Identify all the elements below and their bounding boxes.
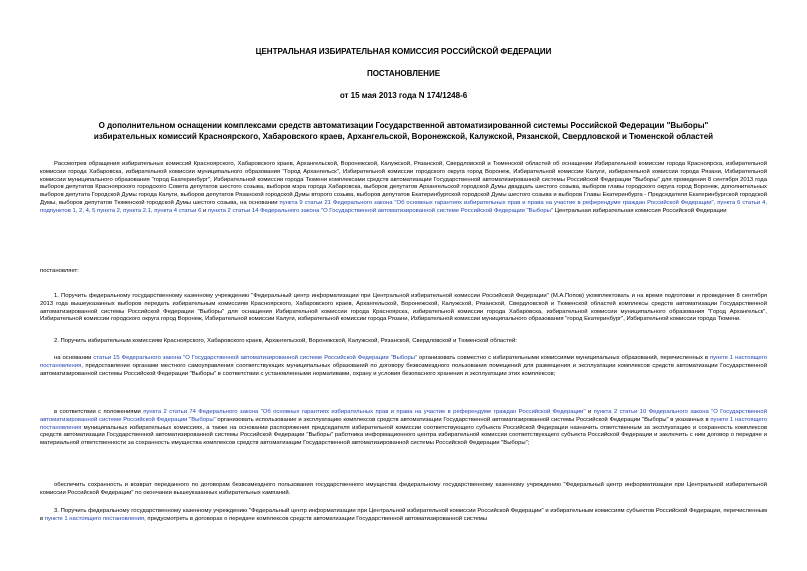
clause-2-paragraph: 2. Поручить избирательным комиссиям Красноярского, Хабаровского краев, Архангельской, Воронежской, Калужской, Рязанской, Свердловской и Тюменской областей: (54, 338, 517, 344)
clause-2-subitem-3: обеспечить сохранность и возврат переданного по договорам безвозмездного пользования государственного имущества федеральному государственному казенному учреждению "Федеральный центр информатизации при Центральной избирательной комиссии Российской Федерации" по окончании вышеуказанных избирательных кампаний. (40, 482, 767, 496)
law-reference-link-5[interactable]: пункта 2 статьи 10 Федерального закона "О Государственной автоматизированной системе Российской Федерации "Выборы" (40, 409, 767, 423)
clause-2-subitem-2 (40, 409, 767, 448)
document-type: ПОСТАНОВЛЕНИЕ (366, 69, 441, 78)
clause-1-reference-link-3[interactable]: пункте 1 настоящего постановления (44, 515, 145, 522)
preamble-text-1: Рассмотрев обращения избирательных комиссий Красноярского, Хабаровского краев, Архангельской, Воронежской, Калужской, Рязанской, Свердловской и Тюменской областей об оснащении Избирательной комиссии города Красноярска, избирательной комиссии города Хабаровска, избирательной комиссии муниципального образования "Город Архангельск", Избирательной комиссии городского округа город Воронеж, Избирательной комиссии Калуги, избирательной комиссии города Рязани, Избирательной комиссии муниципального образования "город Екатеринбург", Избирательной комиссии города Тюмени комплексами средств автоматизации Государственной автоматизированной системы Российской Федерации "Выборы" для проведения 8 сентября 2013 года выборов депутатов Красноярского городского Совета депутатов шестого созыва, выборов мэра города Хабаровска, выборов депутатов Архангельской городской Думы двадцать шестого созыва, выборов главы городского округа город Воронеж, дополнительных выборов депутата Городской Думы города Калуги, выборов депутатов Рязанской городской Думы второго созыва, выборов депутатов Екатеринбургской городской Думы шестого созыва и выборов Главы Екатеринбурга - Председателя Екатеринбургской городской Думы, выборов депутатов Тюменской городской Думы шестого созыва, на основании (40, 161, 767, 206)
clause-3-text-1: 3. Поручить федеральному государственному казенному учреждению "Федеральный центр информатизации при Центральной избирательной комиссии Российской Федерации" и избирательным комиссиям субъектов Российской Федерации, перечисленным в (40, 508, 767, 522)
law-reference-link-4[interactable]: пункта 2 статьи 74 Федерального закона "Об основных гарантиях избирательных прав и права на участие в референдуме граждан Российской Федерации" (143, 409, 586, 415)
document-title-line-2: избирательных комиссий Красноярского, Хабаровского краев, Архангельской, Воронежской, Калужской, Рязанской, Свердловской и Тюменской областей (93, 131, 714, 141)
clause-1-paragraph: 1. Поручить федеральному государственному казенному учреждению "Федеральный центр информатизации при Центральной избирательной комиссии Российской Федерации" (М.А.Попов) укомплектовать и на время подготовки и проведения 8 сентября 2013 года вышеуказанных выборов передать избирательным комиссиям Красноярского, Хабаровского краев, Архангельской, Воронежской, Калужской, Рязанской, Свердловской и Тюменской областей комплексы средств автоматизации Государственной автоматизированной системы Российской Федерации "Выборы" для оснащения Избирательной комиссии города Красноярска, избирательной комиссии города Хабаровска, избирательной комиссии муниципального образования "Город Архангельск", Избирательной комиссии городского округа город Воронеж, Избирательной комиссии Калуги, избирательной комиссии города Рязани, Избирательной комиссии муниципального образования "город Екатеринбург", Избирательной комиссии города Тюмени. (40, 293, 767, 323)
preamble-text-2: и (201, 207, 208, 214)
preamble-text-3: Центральная избирательная комиссия Российской Федерации (552, 207, 727, 214)
clause-2-subitem-1 (40, 355, 767, 378)
subitem-2-text-1: в соответствии с положениями (54, 409, 144, 415)
law-reference-link-1[interactable]: пункта 9 статьи 21 Федерального закона "Об основных гарантиях избирательных прав и права на участие в референдуме граждан Российской Федерации", пункта 6 статьи 4, подпунктов 1, 2, 4, 5 пункта 2, пункта 2.1, пункта 4 статьи 6 (40, 199, 767, 214)
subitem-1-text-3: , предоставление органами местного самоуправления соответствующих муниципальных образований по договору безвозмездного пользования помещений для размещения и эксплуатации комплексов средств автоматизации Государственной автоматизированной системы Российской Федерации "Выборы" в соответствии с установленными нормативами, охрану и условия безопасного хранения и эксплуатации этих комплексов; (40, 362, 767, 377)
document-date-number: от 15 мая 2013 года N 174/1248-6 (339, 91, 468, 100)
subitem-2-text-3: организовать использование и эксплуатацию комплексов средств автоматизации Государственной автоматизированной системы Российской Федерации "Выборы" в указанных в (215, 416, 711, 423)
preamble-paragraph (40, 161, 767, 216)
clause-3-text-2: , предусмотреть в договорах о передаче комплексов средств автоматизации Государственной автоматизированной системы (144, 515, 488, 522)
subitem-1-text-2: организовать совместно с избирательными комиссиями муниципальных образований, перечисленных в (417, 355, 710, 361)
organization-name: ЦЕНТРАЛЬНАЯ ИЗБИРАТЕЛЬНАЯ КОМИССИЯ РОССИЙСКОЙ ФЕДЕРАЦИИ (255, 47, 552, 56)
law-reference-link-3[interactable]: статьи 15 Федерального закона "О Государственной автоматизированной системе Российской Федерации "Выборы" (93, 355, 418, 361)
law-reference-link-2[interactable]: пункта 2 статьи 14 Федерального закона "О Государственной автоматизированной системе Российской Федерации "Выборы" (207, 207, 553, 214)
resolves-label: постановляет: (40, 268, 79, 274)
clause-1-reference-link[interactable]: пункте 1 настоящего постановления (40, 355, 767, 369)
document-title-line-1: О дополнительном оснащении комплексами средств автоматизации Государственной автоматизированной системы Российской Федерации "Выборы" (98, 121, 709, 130)
subitem-2-text-2: и (585, 409, 594, 415)
subitem-1-text-1: на основании (54, 355, 94, 361)
clause-3-paragraph (40, 508, 767, 524)
subitem-2-text-4: муниципальных избирательных комиссиях, а также на основании распоряжения председателя избирательной комиссии соответствующего субъекта Российской Федерации назначить ответственным за эксплуатацию и сохранность комплексов средств автоматизации Государственной автоматизированной системы Российской Федерации "Выборы" работника информационного центра избирательной комиссии соответствующего субъекта Российской Федерации и заключить с ним договор о передаче и материальной ответственности за сохранность имущества комплексов средств автоматизации Государственной автоматизированной системы Российской Федерации "Выборы"; (40, 424, 767, 447)
clause-1-reference-link-2[interactable]: пункте 1 настоящего постановления (40, 416, 767, 431)
document-title (60, 121, 747, 142)
